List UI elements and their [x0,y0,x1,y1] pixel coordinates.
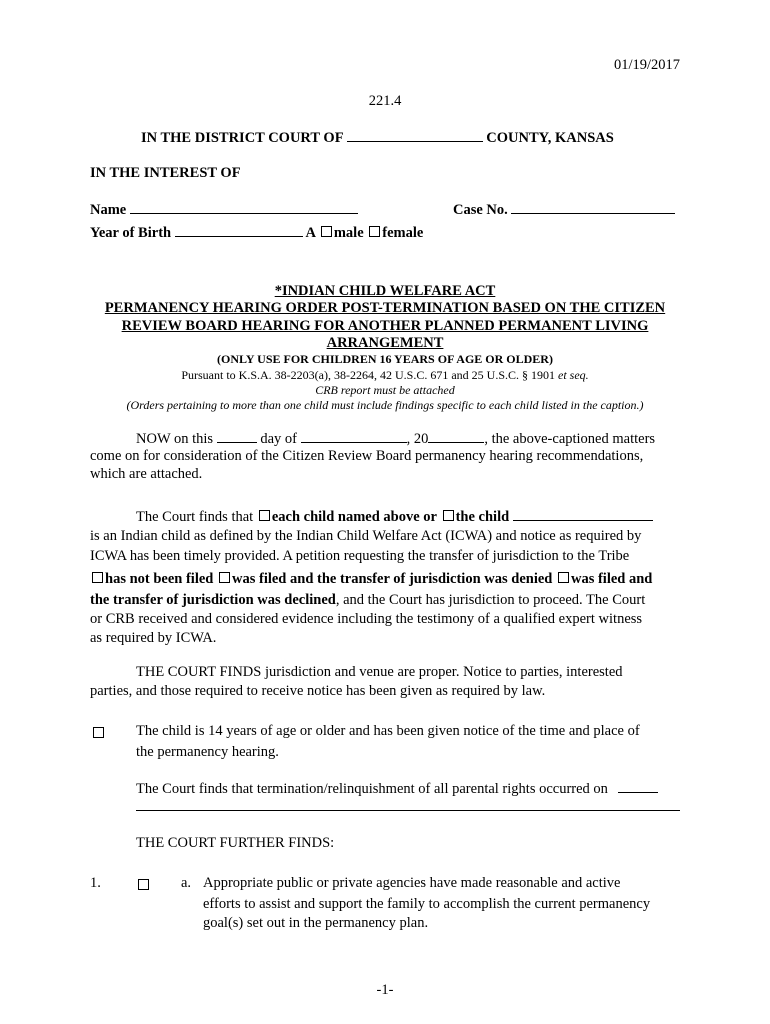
filed-denied-label: was filed and the transfer of jurisdiction was denied [232,571,553,587]
age14-line-1: The child is 14 years of age or older and has been given notice of the time and place of [136,723,640,739]
termination-row [136,780,658,798]
female-label: female [382,225,424,241]
not-filed-label: has not been filed [105,571,214,587]
court-caption [141,129,614,147]
the-child-label: the child [455,509,510,525]
p2-line-4 [90,571,652,588]
form-number: 221.4 [368,93,402,109]
item-1a-checkbox[interactable] [138,879,149,890]
now-line-1 [136,430,655,448]
pursuant-main: Pursuant to K.S.A. 38-2203(a), 38-2264, 42 U.S.C. 671 and 25 U.S.C. § 1901 [181,368,555,382]
item-line-1: Appropriate public or private agencies have made reasonable and active [203,875,621,891]
name-field[interactable] [130,201,358,214]
sex-prefix: A [305,225,316,241]
now-line-3: which are attached. [90,466,203,482]
crb-note: CRB report must be attached [315,383,455,397]
pursuant-italic: et seq. [558,368,589,382]
further-finds: THE COURT FURTHER FINDS: [136,835,335,851]
title-line-4: ARRANGEMENT [326,335,444,351]
interest-of: IN THE INTEREST OF [90,165,241,181]
male-checkbox[interactable] [321,226,332,237]
county-field[interactable] [347,129,483,142]
p2-line-5 [90,592,645,609]
birth-row [90,224,423,242]
case-number-field[interactable] [511,201,675,214]
title-line-3: REVIEW BOARD HEARING FOR ANOTHER PLANNED PERMANENT LIVING [121,318,649,334]
p2-line-2: is an Indian child as defined by the Indian Child Welfare Act (ICWA) and notice as required by [90,528,642,544]
court-prefix: IN THE DISTRICT COURT OF [141,130,344,146]
filed-denied-checkbox[interactable] [219,572,230,583]
now-line-2: come on for consideration of the Citizen Review Board permanency hearing recommendations, [90,448,644,464]
court-suffix: COUNTY, KANSAS [486,130,614,146]
finds-line-1 [136,508,653,526]
month-field[interactable] [301,430,407,443]
male-label: male [333,225,364,241]
day-field[interactable] [217,430,257,443]
birth-label: Year of Birth [90,225,172,241]
orders-note: (Orders pertaining to more than one child must include findings specific to each child listed in the caption.) [126,398,644,412]
case-row [453,201,675,219]
item-line-2: efforts to assist and support the family to accomplish the current permanency [203,896,651,912]
p2-line-5-rest: , and the Court has jurisdiction to proceed. The Court [335,592,646,608]
case-label: Case No. [453,202,508,218]
p2-line-3: ICWA has been timely provided. A petition requesting the transfer of jurisdiction to the Tribe [90,548,630,564]
age14-line-2: the permanency hearing. [136,744,279,760]
termination-date-field[interactable] [618,780,658,793]
pursuant-note [0,368,770,383]
age-note: (ONLY USE FOR CHILDREN 16 YEARS OF AGE OR OLDER) [217,352,553,366]
child-name-field[interactable] [513,508,653,521]
declined-text: the transfer of jurisdiction was declined [90,592,336,608]
p2-line-7: as required by ICWA. [90,630,217,646]
p2-line-6: or CRB received and considered evidence including the testimony of a qualified expert witness [90,611,643,627]
name-label: Name [90,202,127,218]
juris-line-1: THE COURT FINDS jurisdiction and venue are proper. Notice to parties, interested [136,664,623,680]
juris-line-2: parties, and those required to receive notice has been given as required by law. [90,683,546,699]
not-filed-checkbox[interactable] [92,572,103,583]
termination-continuation-line[interactable] [136,810,680,811]
now-text-c: , 20 [406,431,429,447]
title-line-2: PERMANENCY HEARING ORDER POST-TERMINATION BASED ON THE CITIZEN [104,300,666,316]
year-field[interactable] [428,430,484,443]
form-date: 01/19/2017 [613,57,680,73]
item-number: 1. [90,875,101,891]
birth-year-field[interactable] [175,224,303,237]
now-text-b: day of [260,431,297,447]
now-text-d: , the above-captioned matters [484,431,656,447]
page-number: -1- [376,982,394,998]
item-letter: a. [181,875,192,891]
title-line-1: *INDIAN CHILD WELFARE ACT [274,283,496,299]
item-line-3: goal(s) set out in the permanency plan. [203,915,429,931]
finds-text: The Court finds that [136,509,254,525]
filed-declined-checkbox[interactable] [558,572,569,583]
each-child-checkbox[interactable] [259,510,270,521]
age14-checkbox[interactable] [93,727,104,738]
the-child-checkbox[interactable] [443,510,454,521]
now-text-a: NOW on this [136,431,214,447]
termination-text: The Court finds that termination/relinquishment of all parental rights occurred on [136,781,608,797]
name-row [90,201,358,219]
filed-declined-label: was filed and [570,571,653,587]
each-child-label: each child named above or [271,509,437,525]
female-checkbox[interactable] [369,226,380,237]
